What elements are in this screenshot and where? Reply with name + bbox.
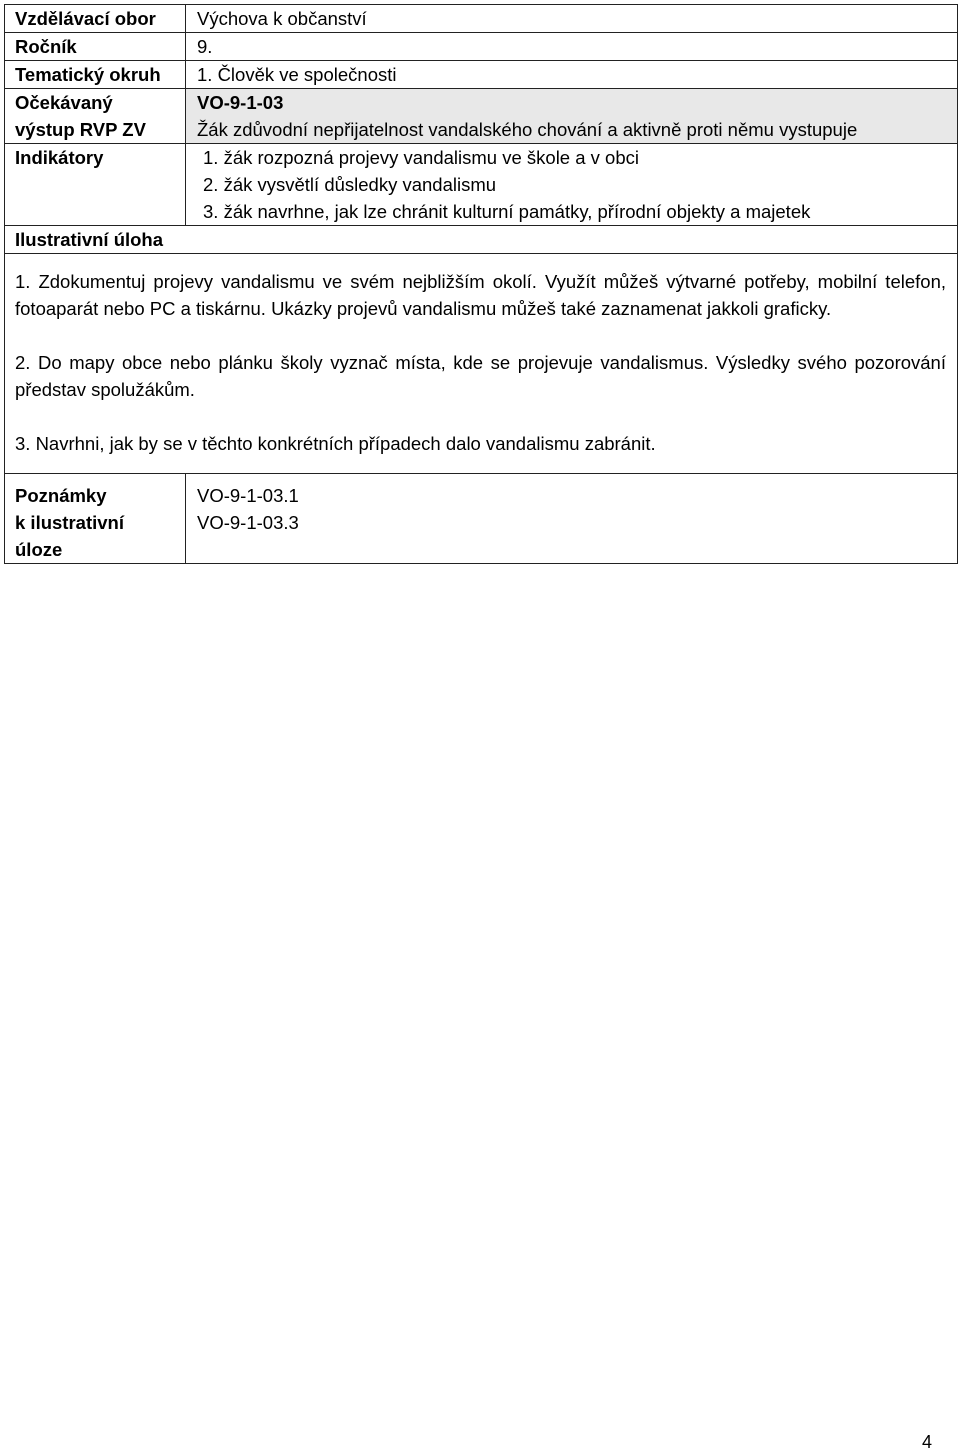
value-obor: Výchova k občanství [186, 5, 958, 33]
indicator-item-3: 3. žák navrhne, jak lze chránit kulturní památky, přírodní objekty a majetek [203, 201, 811, 222]
label-obor: Vzdělávací obor [5, 5, 186, 33]
row-obor [5, 5, 958, 33]
row-rocnik [5, 33, 958, 61]
row-vystup [5, 89, 958, 144]
task-1: 1. Zdokumentuj projevy vandalismu ve svém nejbližším okolí. Využít můžeš výtvarné potřeby, mobilní telefon, fotoaparát nebo PC a tiskárnu. Ukázky projevů vandalismu můžeš také zaznamenat jakkoli graficky. [15, 271, 946, 319]
vystup-code: VO-9-1-03 [197, 92, 284, 113]
page-number: 4 [921, 1432, 932, 1452]
notes-label-line2: k ilustrativní [15, 512, 124, 533]
row-notes [5, 474, 958, 564]
row-okruh [5, 61, 958, 89]
row-uloha-body [5, 254, 958, 474]
indicator-item-1: 1. žák rozpozná projevy vandalismu ve škole a v obci [203, 147, 639, 168]
notes-code-1: VO-9-1-03.1 [197, 485, 299, 506]
value-okruh: 1. Člověk ve společnosti [186, 61, 958, 89]
value-rocnik: 9. [186, 33, 958, 61]
tasks-cell [5, 254, 958, 474]
label-notes [5, 474, 186, 564]
row-indikatory [5, 144, 958, 226]
curriculum-table [4, 4, 958, 564]
label-uloha: Ilustrativní úloha [5, 226, 958, 254]
value-indikatory [186, 144, 958, 226]
label-vystup [5, 89, 186, 144]
notes-label-line1: Poznámky [15, 485, 107, 506]
label-vystup-line2: výstup RVP ZV [15, 119, 146, 140]
value-notes [186, 474, 958, 564]
task-3: 3. Navrhni, jak by se v těchto konkrétních případech dalo vandalismu zabránit. [15, 433, 656, 454]
notes-label-line3: úloze [15, 539, 63, 560]
label-rocnik: Ročník [5, 33, 186, 61]
value-vystup [186, 89, 958, 144]
notes-code-2: VO-9-1-03.3 [197, 512, 299, 533]
label-okruh: Tematický okruh [5, 61, 186, 89]
indicator-item-2: 2. žák vysvětlí důsledky vandalismu [203, 174, 497, 195]
label-indikatory: Indikátory [5, 144, 186, 226]
task-2: 2. Do mapy obce nebo plánku školy vyznač místa, kde se projevuje vandalismus. Výsledky svého pozorování představ spolužákům. [15, 352, 946, 400]
row-uloha-header [5, 226, 958, 254]
vystup-text: Žák zdůvodní nepřijatelnost vandalského chování a aktivně proti němu vystupuje [197, 119, 858, 140]
label-vystup-line1: Očekávaný [15, 92, 113, 113]
